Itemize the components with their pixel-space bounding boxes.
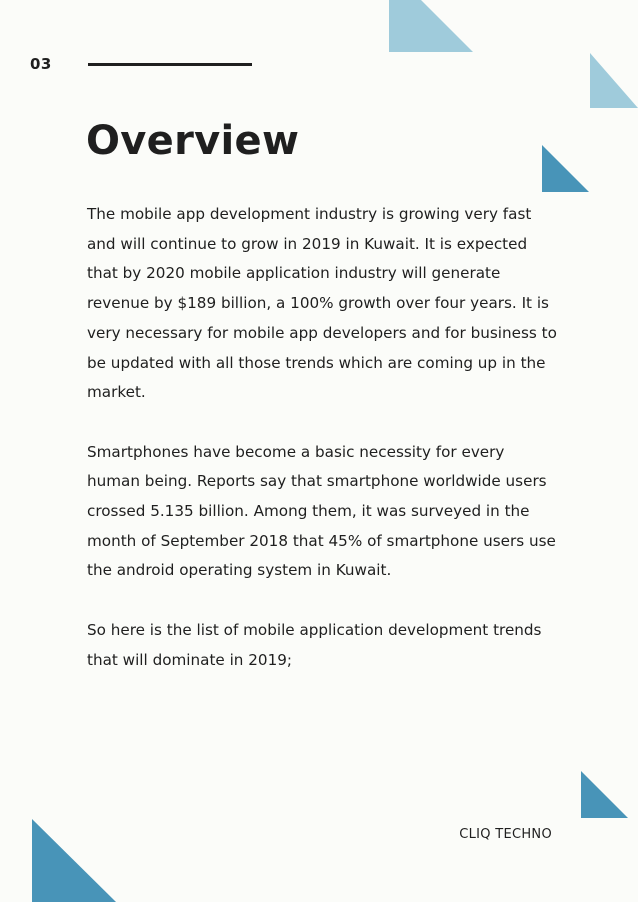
triangle-mid-right-decoration: [542, 145, 590, 193]
footer-brand: CLIQ TECHNO: [459, 827, 552, 842]
paragraph-smartphones: Smartphones have become a basic necessity for every human being. Reports say that smartphone worldwide users crossed 5.135 billion. Among them, it was surveyed in the month of September 2018 that 45% of smartphone users use the android operating system in Kuwait.: [87, 442, 556, 580]
triangle-bottom-right-decoration: [581, 771, 629, 819]
paragraph-trends-list: So here is the list of mobile application development trends that will dominate in 2019;: [87, 620, 542, 669]
page-number: 03: [30, 55, 52, 73]
paragraph-intro: The mobile app development industry is growing very fast and will continue to grow in 2019 in Kuwait. It is expected that by 2020 mobile application industry will generate revenue by $189 billion, a 100% growth over four years. It is very necessary for mobile app developers and for business to be updated with all those trends which are coming up in the market.: [87, 205, 557, 402]
page-title: Overview: [86, 118, 300, 164]
triangle-top-center-decoration: [389, 0, 473, 52]
triangle-top-right-decoration: [590, 53, 638, 109]
body-text: [87, 200, 557, 705]
header-rule: [88, 63, 252, 66]
triangle-bottom-left-decoration: [32, 819, 116, 902]
